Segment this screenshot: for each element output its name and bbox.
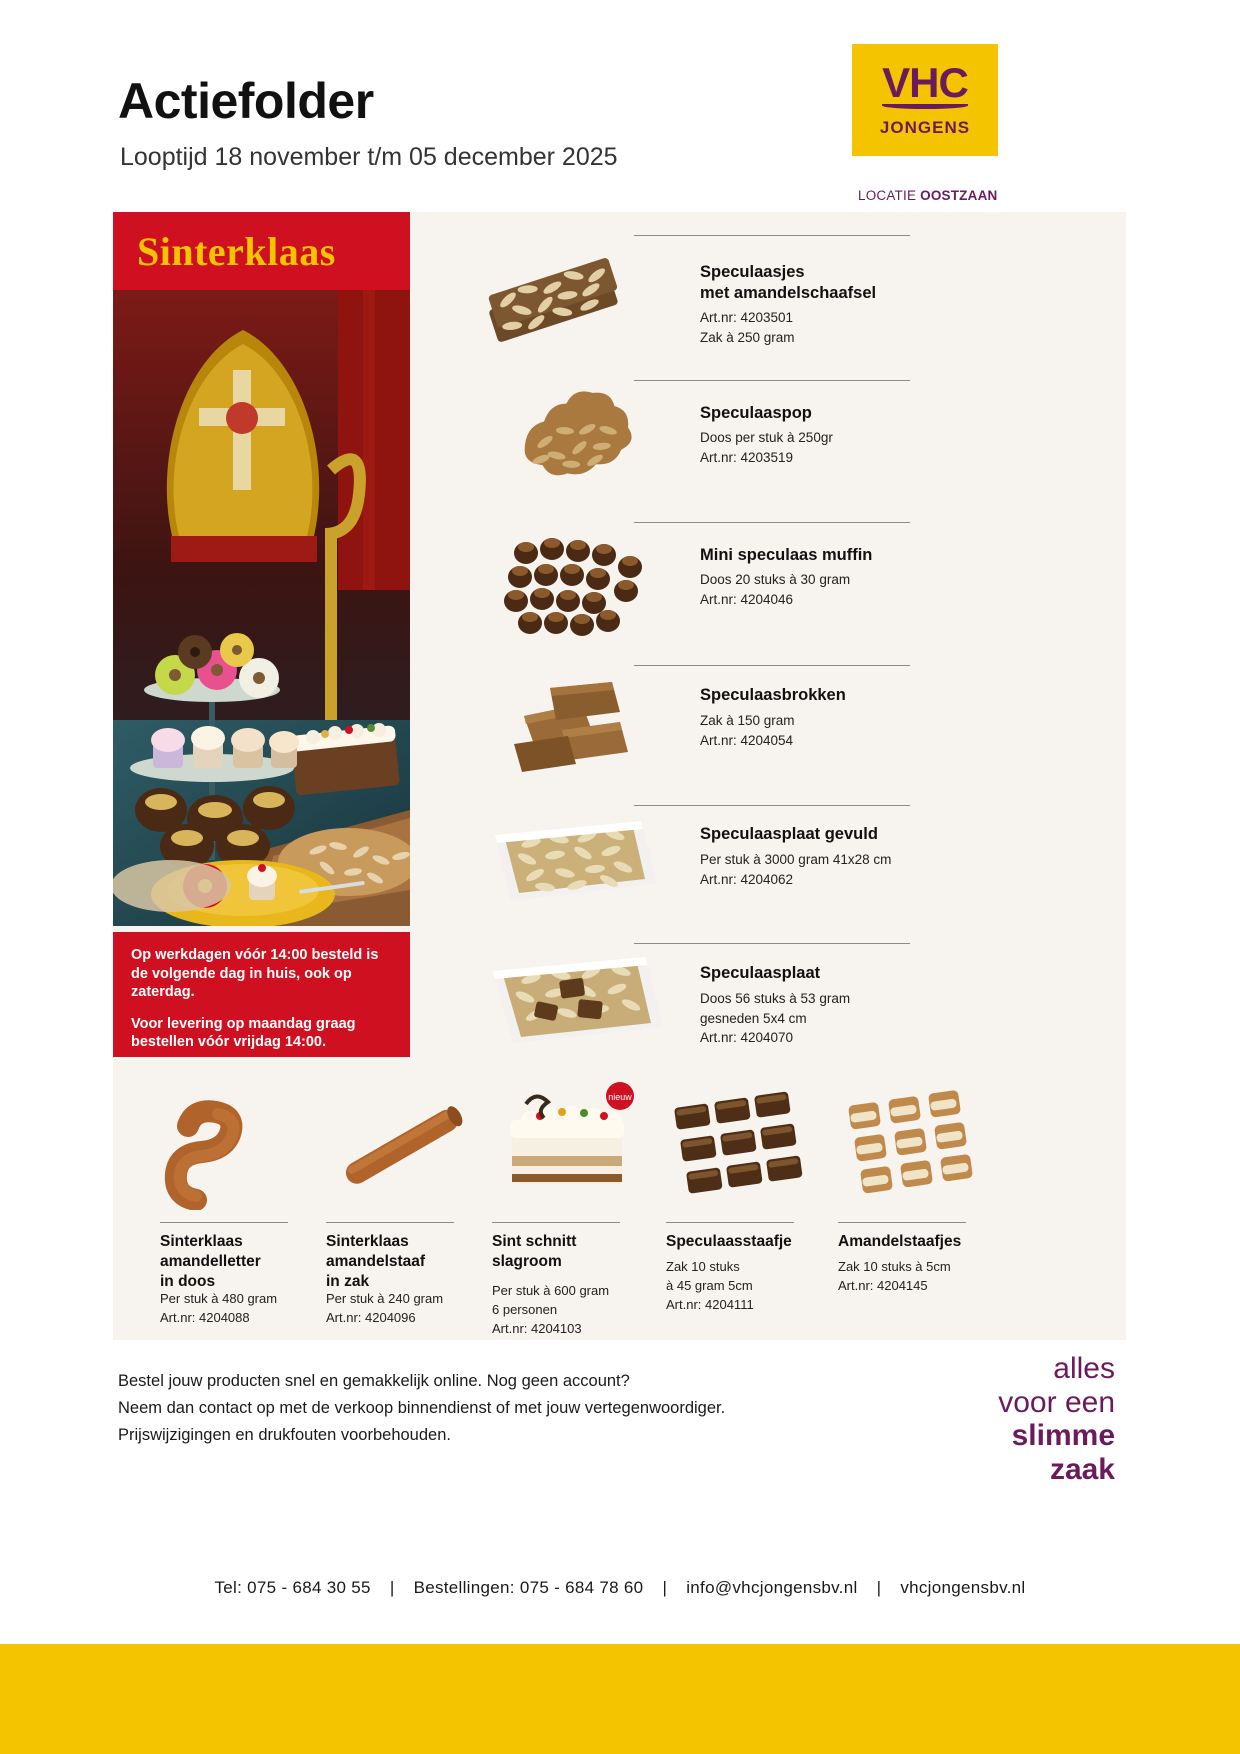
product-name-line1: Speculaasstaafje bbox=[666, 1233, 792, 1250]
product-packaging: Doos per stuk à 250gr bbox=[700, 430, 833, 445]
product-name-line3: in zak bbox=[326, 1272, 370, 1290]
product-artnr: Art.nr: 4204054 bbox=[700, 732, 794, 748]
product-packaging: Per stuk à 3000 gram 41x28 cm bbox=[700, 852, 892, 867]
product-artnr: Art.nr: 4204145 bbox=[838, 1277, 928, 1293]
speculaasbrokken-image bbox=[490, 668, 650, 788]
product-weight: à 45 gram 5cm bbox=[666, 1277, 753, 1293]
footer-bar bbox=[0, 1644, 1240, 1754]
product-artnr: Art.nr: 4203519 bbox=[700, 449, 794, 465]
product-name bbox=[700, 685, 846, 706]
sinterklaas-banner bbox=[113, 212, 410, 290]
product-name-line2: amandelletter bbox=[160, 1252, 261, 1270]
footer-contact bbox=[0, 1578, 1240, 1598]
product-divider bbox=[634, 665, 910, 666]
product-meta bbox=[838, 1258, 1008, 1296]
speculaaspop-image bbox=[495, 390, 645, 505]
footer-website[interactable]: vhcjongensbv.nl bbox=[900, 1578, 1026, 1597]
product-name-line2: met amandelschaafsel bbox=[700, 283, 877, 302]
mini-speculaas-muffin-image bbox=[490, 525, 650, 650]
product-packaging: Doos 20 stuks à 30 gram bbox=[700, 572, 851, 587]
sinterklaas-photo-art bbox=[113, 290, 410, 926]
sint-schnitt-slagroom-image bbox=[492, 1080, 642, 1210]
brand-slogan bbox=[915, 1352, 1115, 1486]
product-artnr: Art.nr: 4204046 bbox=[700, 591, 794, 607]
product-packaging: Zak à 150 gram bbox=[700, 713, 795, 728]
sinterklaas-amandelletter-image bbox=[160, 1080, 310, 1210]
product-packaging: Zak 10 stuks à 5cm bbox=[838, 1259, 951, 1274]
product-artnr: Art.nr: 4204096 bbox=[326, 1309, 416, 1325]
product-meta bbox=[326, 1290, 496, 1328]
product-artnr: Art.nr: 4204111 bbox=[666, 1296, 754, 1312]
product-divider bbox=[634, 943, 910, 944]
location-prefix: LOCATIE bbox=[858, 188, 917, 203]
product-name bbox=[492, 1232, 662, 1272]
product-name bbox=[700, 824, 878, 845]
sinterklaas-amandelstaaf-image bbox=[326, 1080, 476, 1210]
product-name-line1: Speculaasbrokken bbox=[700, 686, 846, 704]
location-label bbox=[858, 188, 997, 203]
footer-note bbox=[118, 1368, 725, 1450]
footer-separator: | bbox=[876, 1578, 882, 1597]
product-name-line3: in doos bbox=[160, 1272, 216, 1290]
product-name bbox=[666, 1232, 836, 1252]
product-divider bbox=[634, 380, 910, 381]
product-servings: 6 personen bbox=[492, 1301, 558, 1317]
speculaasjes-met-amandelschaafsel-image bbox=[470, 250, 640, 375]
slogan-line4: zaak bbox=[1049, 1452, 1115, 1486]
page-header bbox=[0, 0, 1240, 212]
product-divider bbox=[492, 1222, 620, 1223]
product-cut: gesneden 5x4 cm bbox=[700, 1010, 807, 1026]
product-meta bbox=[666, 1258, 836, 1315]
footer-separator: | bbox=[662, 1578, 668, 1597]
product-name bbox=[326, 1232, 496, 1291]
product-divider bbox=[634, 235, 910, 236]
speculaasplaat-image bbox=[475, 943, 670, 1058]
product-artnr: Art.nr: 4203501 bbox=[700, 310, 794, 325]
product-artnr: Art.nr: 4204062 bbox=[700, 871, 794, 887]
svg-text:nieuw: nieuw bbox=[608, 1092, 632, 1102]
logo-sub-text: JONGENS bbox=[879, 118, 971, 137]
product-meta bbox=[700, 428, 833, 467]
product-name-line1: Speculaasjes bbox=[700, 263, 805, 281]
location-value: OOSTZAAN bbox=[920, 188, 998, 203]
product-artnr: Art.nr: 4204088 bbox=[160, 1309, 250, 1325]
product-meta bbox=[700, 850, 891, 889]
product-name-line1: Speculaaspop bbox=[700, 404, 812, 422]
footer-note-line1: Bestel jouw producten snel en gemakkelijk online. Nog geen account? bbox=[118, 1372, 630, 1390]
product-name bbox=[700, 545, 872, 566]
sinterklaas-banner-label: Sinterklaas bbox=[137, 228, 336, 274]
product-divider bbox=[666, 1222, 794, 1223]
slogan-line1: alles bbox=[1053, 1352, 1115, 1385]
product-name-line1: Speculaasplaat bbox=[700, 964, 821, 982]
nieuw-badge bbox=[606, 1082, 634, 1110]
product-divider bbox=[634, 805, 910, 806]
sinterklaas-photo bbox=[113, 290, 410, 926]
page-subtitle: Looptijd 18 november t/m 05 december 2025 bbox=[120, 143, 618, 171]
notice-line-1: Op werkdagen vóór 14:00 besteld is de volgende dag in huis, ook op zaterdag. bbox=[131, 947, 379, 1001]
product-name bbox=[700, 262, 876, 303]
product-name-line1: Sint schnitt bbox=[492, 1233, 577, 1250]
footer-separator: | bbox=[389, 1578, 395, 1597]
product-packaging: Zak à 250 gram bbox=[700, 329, 795, 345]
product-name-line1: Speculaasplaat gevuld bbox=[700, 825, 878, 843]
speculaasplaat-gevuld-image bbox=[475, 805, 665, 915]
product-name-line1: Amandelstaafjes bbox=[838, 1233, 962, 1250]
product-divider bbox=[838, 1222, 966, 1223]
product-meta bbox=[700, 989, 850, 1048]
product-packaging: Zak 10 stuks bbox=[666, 1259, 740, 1274]
product-packaging: Per stuk à 480 gram bbox=[160, 1291, 278, 1306]
notice-line-2: Voor levering op maandag graag bestellen vóór vrijdag 14:00. bbox=[131, 1015, 356, 1051]
product-name bbox=[838, 1232, 1008, 1252]
product-name bbox=[160, 1232, 330, 1291]
product-meta bbox=[700, 570, 850, 609]
product-meta bbox=[700, 711, 795, 750]
product-name-line2: slagroom bbox=[492, 1252, 562, 1270]
product-name-line1: Mini speculaas muffin bbox=[700, 546, 873, 564]
product-packaging: Doos 56 stuks à 53 gram bbox=[700, 991, 851, 1006]
speculaasstaafje-image bbox=[658, 1080, 818, 1210]
footer-divider bbox=[113, 1544, 1126, 1546]
amandelstaafjes-image bbox=[830, 1080, 1000, 1210]
delivery-notice bbox=[113, 932, 410, 1057]
vhc-logo bbox=[852, 44, 998, 156]
product-name bbox=[700, 963, 820, 984]
product-divider bbox=[160, 1222, 288, 1223]
product-meta bbox=[492, 1282, 662, 1339]
footer-note-line2: Neem dan contact op met de verkoop binnendienst of met jouw vertegenwoordiger. bbox=[118, 1399, 726, 1418]
product-name-line1: Sinterklaas bbox=[160, 1233, 243, 1250]
product-divider bbox=[634, 522, 910, 523]
product-artnr: Art.nr: 4204103 bbox=[492, 1320, 582, 1336]
slogan-line2: voor een bbox=[998, 1385, 1115, 1419]
product-name-line1: Sinterklaas bbox=[326, 1233, 409, 1250]
footer-note-line3: Prijswijzigingen en drukfouten voorbehouden. bbox=[118, 1426, 451, 1445]
footer-email[interactable]: info@vhcjongensbv.nl bbox=[686, 1578, 858, 1597]
product-packaging: Per stuk à 600 gram bbox=[492, 1283, 610, 1298]
product-packaging: Per stuk à 240 gram bbox=[326, 1291, 444, 1306]
product-name-line2: amandelstaaf bbox=[326, 1252, 426, 1270]
product-artnr: Art.nr: 4204070 bbox=[700, 1030, 794, 1046]
product-divider bbox=[326, 1222, 454, 1223]
footer-orders: Bestellingen: 075 - 684 78 60 bbox=[413, 1578, 644, 1597]
slogan-line3: slimme bbox=[1011, 1419, 1115, 1453]
product-meta bbox=[160, 1290, 330, 1328]
page-title: Actiefolder bbox=[118, 73, 374, 129]
product-name bbox=[700, 403, 812, 424]
product-meta bbox=[700, 308, 795, 347]
logo-brand-text: VHC bbox=[882, 62, 968, 104]
footer-tel: Tel: 075 - 684 30 55 bbox=[214, 1578, 371, 1597]
